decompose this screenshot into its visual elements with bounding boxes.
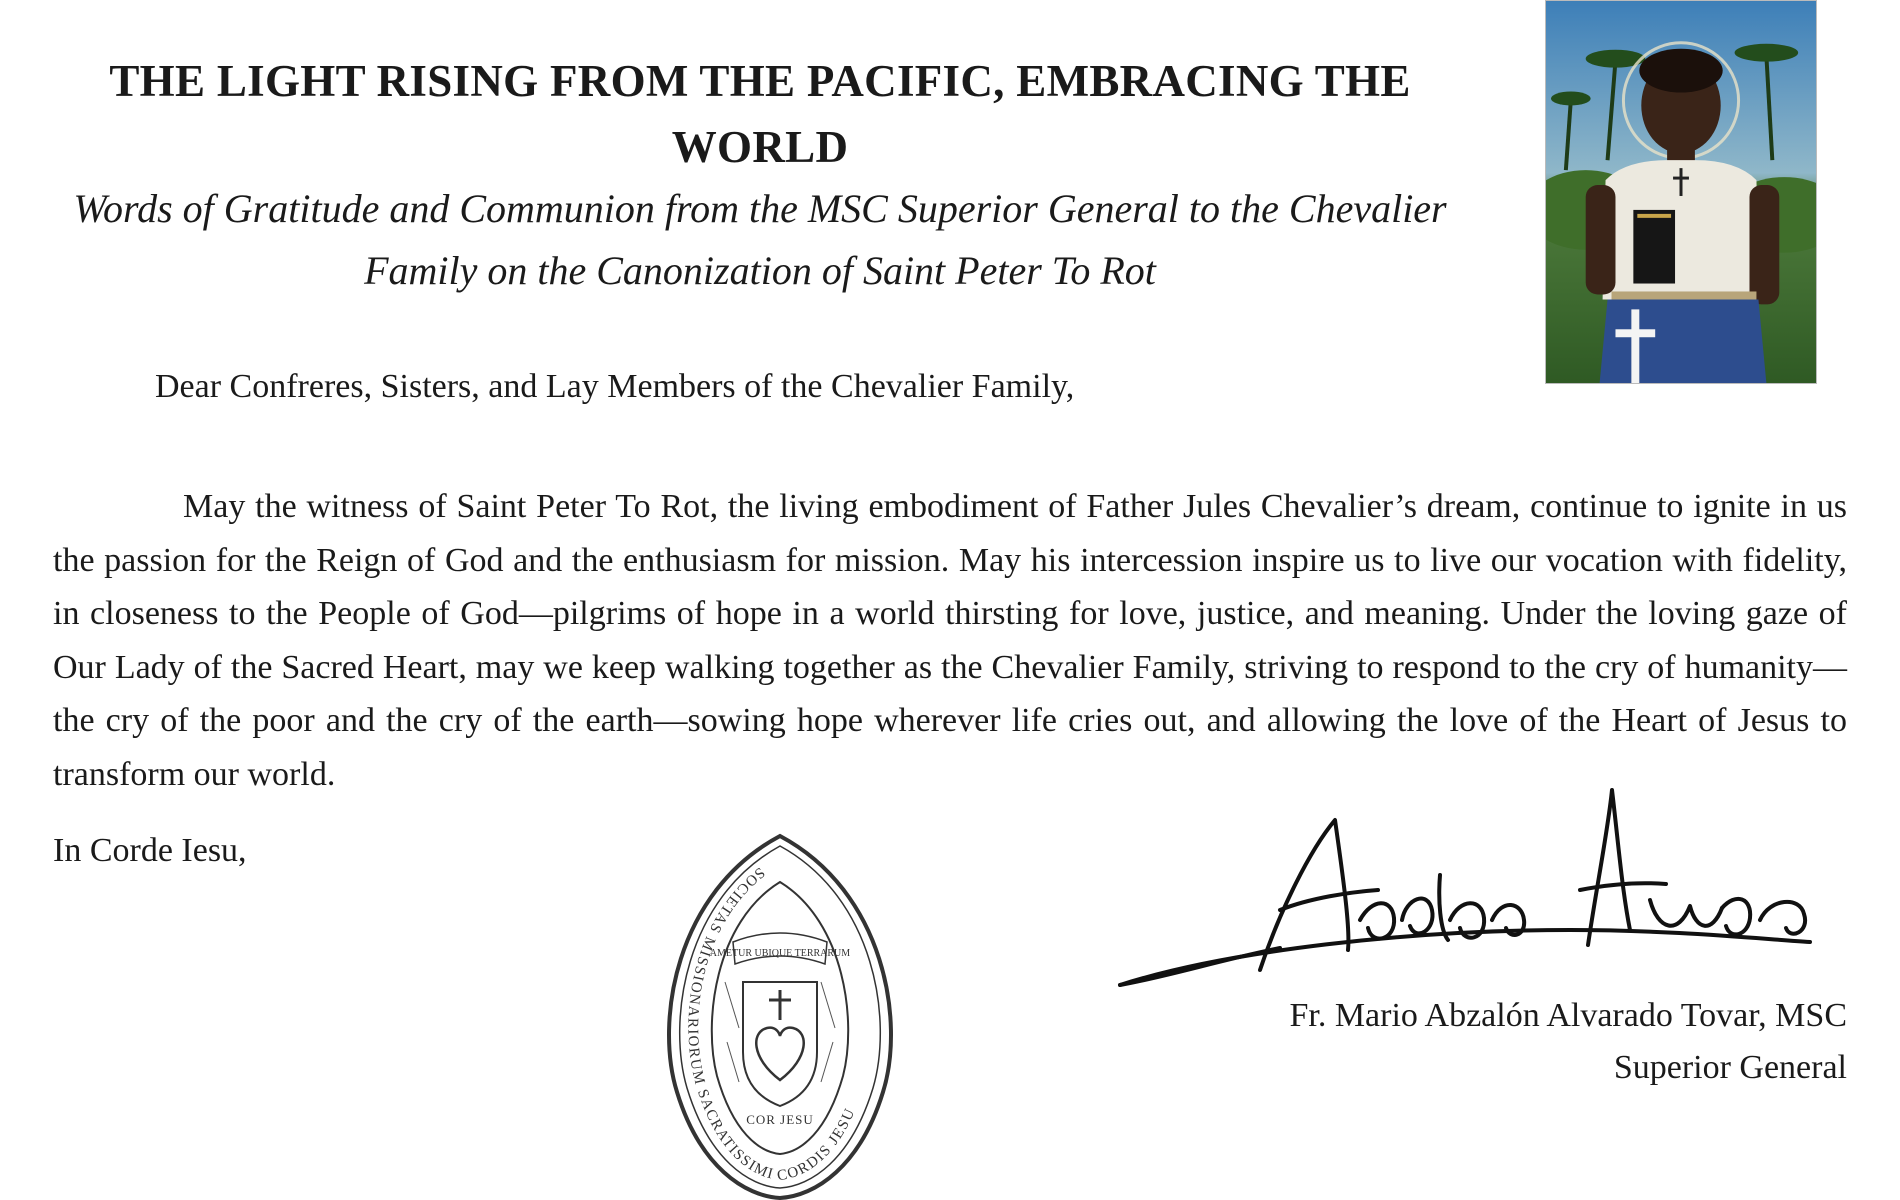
document-title: THE LIGHT RISING FROM THE PACIFIC, EMBRACING THE WORLD <box>109 56 1411 172</box>
seal-heart-text: COR JESU <box>746 1112 814 1127</box>
salutation: Dear Confreres, Sisters, and Lay Members of the Chevalier Family, <box>155 368 1075 405</box>
document-subtitle: Words of Gratitude and Communion from the MSC Superior General to the Chevalier Family on the Canonization of Saint Peter To Rot <box>73 186 1447 293</box>
seal-inscription: SOCIETAS MISSIONARIORUM SACRATISSIMI CORDIS JESU <box>684 863 859 1185</box>
msc-seal <box>655 832 905 1200</box>
svg-text:SOCIETAS MISSIONARIORUM SACRAT <box>684 864 858 1184</box>
letter-body: May the witness of Saint Peter To Rot, the living embodiment of Father Jules Chevalier’s dream, continue to ignite in us the passion for the Reign of God and the enthusiasm for mission. May his intercession inspire us to live our vocation with fidelity, in closeness to the People of God—pilgrims of hope in a world thirsting for love, justice, and meaning. Under the loving gaze of Our Lady of the Sacred Heart, may we keep walking together as the Chevalier Family, striving to respond to the cry of humanity—the cry of the poor and the cry of the earth—sowing hope wherever life cries out, and allowing the love of the Heart of Jesus to transform our world. <box>53 488 1847 793</box>
saint-peter-to-rot-portrait <box>1545 0 1817 384</box>
closing-line: In Corde Iesu, <box>53 832 247 869</box>
signer-role: Superior General <box>1613 1049 1847 1086</box>
handwritten-signature <box>1110 780 1820 1010</box>
signer-name: Fr. Mario Abzalón Alvarado Tovar, MSC <box>1289 997 1847 1034</box>
seal-banner-text: AMETUR UBIQUE TERRARUM <box>709 948 851 959</box>
